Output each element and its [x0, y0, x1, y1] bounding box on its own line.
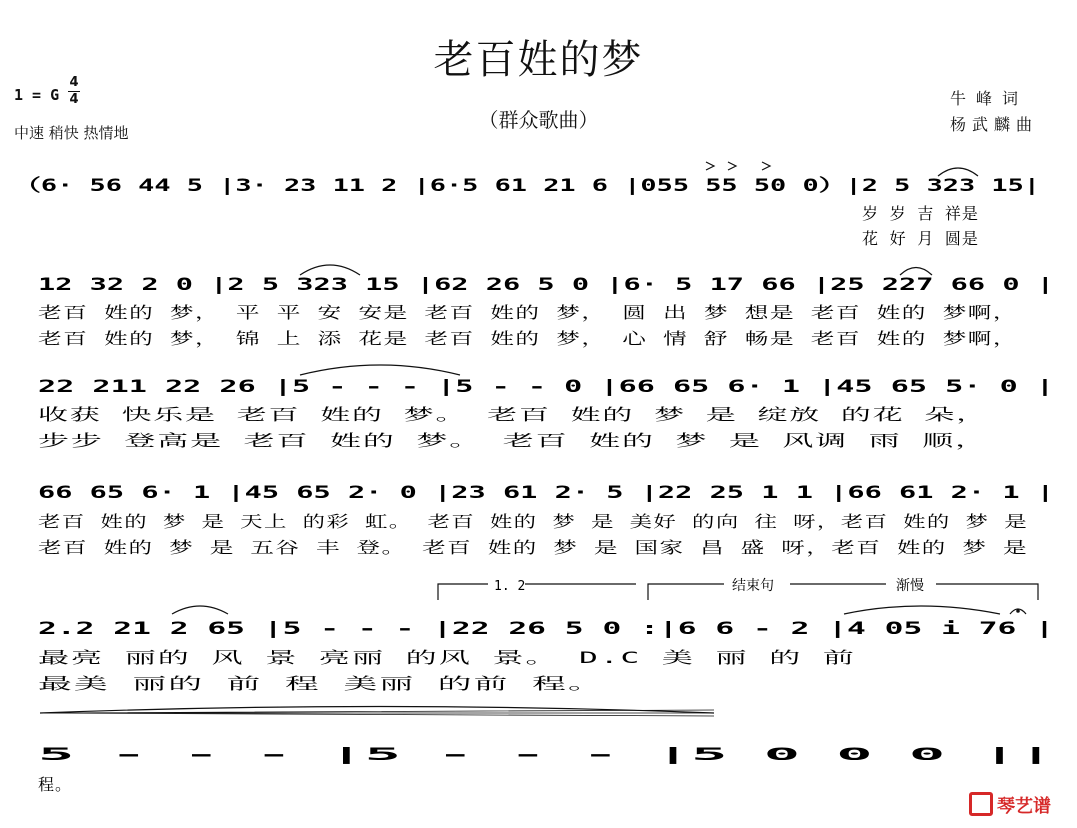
notes-row-1: （6· 56 44 5 |3· 23 11 2 |6·5 61 21 6 |055 55 50 0）|2 5 323 15| — [14, 176, 663, 196]
lyrics-row-5-verse-2: 最美 丽的 前 程 美丽 的前 程。 — [38, 674, 604, 693]
composer-credit: 杨武麟曲 — [950, 115, 1039, 134]
key-signature: 1 = G — [14, 86, 60, 104]
notes-row-6: 5 - - - |5 - - - |5 0 0 0 || — [38, 745, 1054, 765]
lyricist-credit: 牛峰词 — [950, 89, 1029, 108]
lyrics-row-6-verse-1: 程。 — [38, 775, 73, 794]
lyrics-row-1-verse-1: 岁 岁 吉 祥是 — [862, 204, 979, 223]
lyrics-row-3-verse-2: 步步 登高是 老百 姓的 梦。 老百 姓的 梦 是 风调 雨 顺， — [38, 431, 988, 450]
ending-label: 结束句 — [732, 578, 774, 594]
notes-row-3: 22 211 22 26 |5 - - - |5 - - 0 |66 65 6· 1 |45 65 5· 0 | — [38, 377, 1054, 397]
lyrics-row-2-verse-1: 老百 姓的 梦， 平 平 安 安是 老百 姓的 梦， 圆 出 梦 想是 老百 姓的 梦啊， — [38, 303, 1018, 322]
watermark-text: 琴艺谱 — [997, 796, 1051, 817]
lyrics-row-2-verse-2: 老百 姓的 梦， 锦 上 添 花是 老百 姓的 梦， 心 情 舒 畅是 老百 姓的 梦啊， — [38, 329, 1018, 348]
logo-icon — [969, 792, 993, 816]
page-title: 老百姓的梦 — [433, 37, 644, 83]
lyrics-row-3-verse-1: 收获 快乐是 老百 姓的 梦。 老百 姓的 梦 是 绽放 的花 朵， — [38, 405, 988, 424]
time-signature-bottom: 4 — [69, 92, 79, 107]
notes-row-5: 2.2 21 2 65 |5 - - - |22 26 5 0 :|6 6 - 2 |4 05 i 76 | — [38, 619, 1054, 639]
tempo-marking: 中速 稍快 热情地 — [14, 124, 129, 142]
notes-row-2: 12 32 2 0 |2 5 323 15 |62 26 5 0 |6· 5 17 66 |25 227 66 0 | — [38, 275, 1054, 295]
lyrics-row-4-verse-1: 老百 姓的 梦 是 天上 的彩 虹。 老百 姓的 梦 是 美好 的向 往 呀，老百 姓的 梦 是 — [38, 512, 1028, 531]
subtitle: （群众歌曲） — [478, 108, 599, 132]
lyrics-row-5-verse-1: 最亮 丽的 风 景 亮丽 的风 景。 D.C 美 丽 的 前 — [38, 648, 856, 667]
notes-row-4: 66 65 6· 1 |45 65 2· 0 |23 61 2· 5 |22 25 1 1 |66 61 2· 1 | — [38, 483, 1054, 503]
rit-label: 渐慢 — [896, 578, 924, 594]
time-signature-top: 4 — [69, 75, 79, 90]
lyrics-row-1-verse-2: 花 好 月 圆是 — [862, 229, 979, 248]
volta-bracket — [438, 579, 636, 600]
lyrics-row-4-verse-2: 老百 姓的 梦 是 五谷 丰 登。 老百 姓的 梦 是 国家 昌 盛 呀，老百 姓的 梦 是 — [38, 538, 1028, 557]
ending-bracket — [648, 577, 1038, 600]
volta-label: 1. 2 — [494, 579, 526, 594]
watermark-logo — [969, 792, 1051, 818]
